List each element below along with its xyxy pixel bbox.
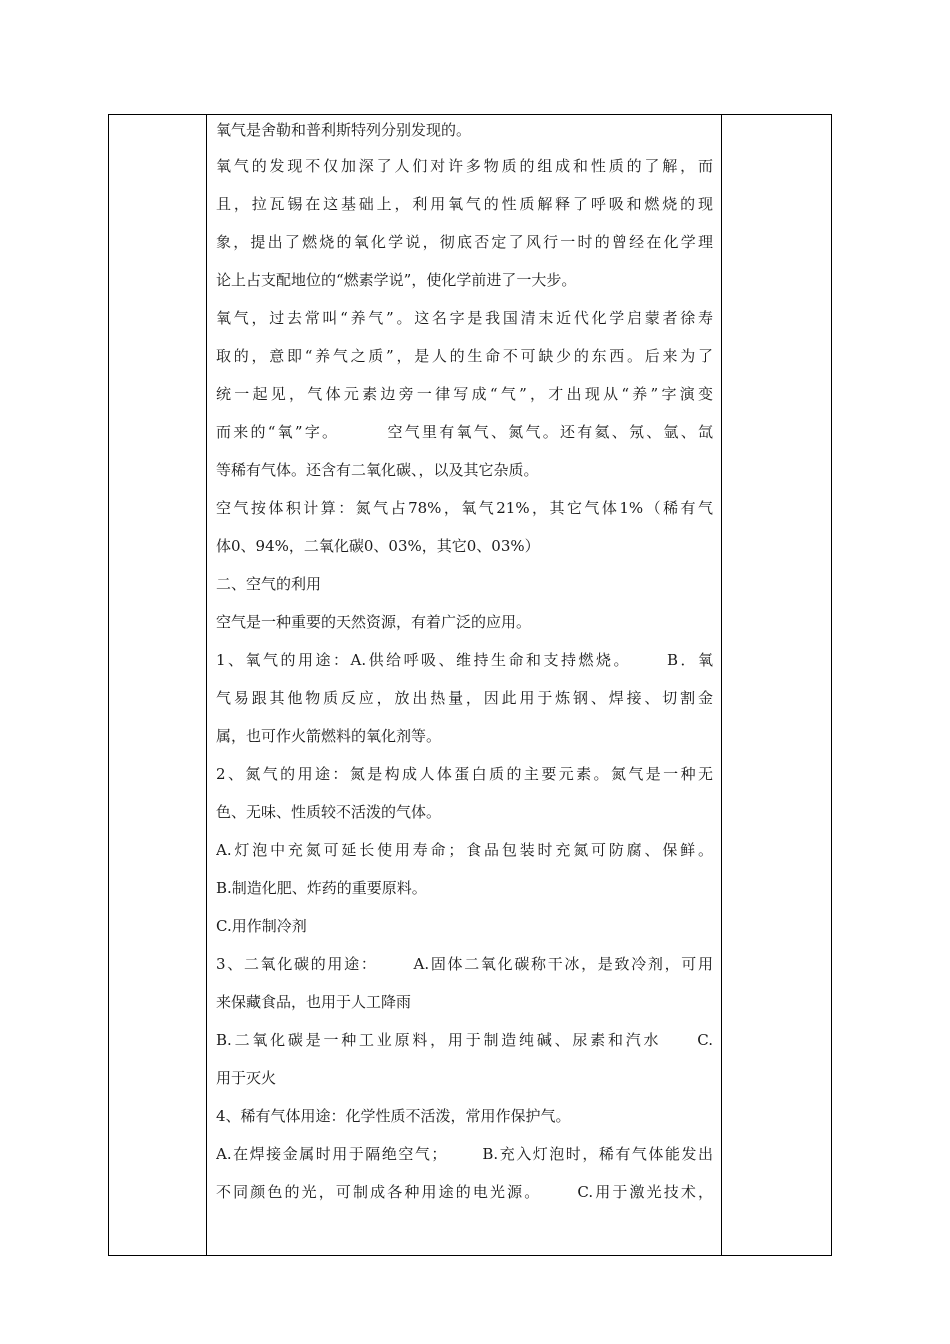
text-line: 氧气，过去常叫“养气”。这名字是我国清末近代化学启蒙者徐寿 (216, 309, 713, 327)
text-line: A.灯泡中充氮可延长使用寿命；食品包装时充氮可防腐、保鲜。 (216, 841, 713, 859)
text-line (216, 954, 713, 974)
section-heading: 二、空气的利用 (216, 575, 322, 593)
text-segment: 3、二氧化碳的用途： (216, 955, 378, 973)
text-line: 2、氮气的用途：氮是构成人体蛋白质的主要元素。氮气是一种无 (216, 765, 713, 783)
text-segment: B．氧 (666, 651, 713, 669)
text-line: 且，拉瓦锡在这基础上，利用氧气的性质解释了呼吸和燃烧的现 (216, 195, 713, 213)
text-segment: C. (697, 1031, 713, 1049)
text-segment: 空气里有氧气、氮气。还有氦、氖、氩、氙 (385, 423, 713, 441)
text-line (216, 422, 713, 442)
text-line: 气易跟其他物质反应，放出热量，因此用于炼钢、焊接、切割金 (216, 689, 713, 707)
left-column-border (206, 115, 207, 1255)
document-table (108, 114, 832, 1256)
text-line: C.用作制冷剂 (216, 917, 307, 935)
text-line: 属，也可作火箭燃料的氧化剂等。 (216, 727, 442, 745)
text-segment: B.充入灯泡时，稀有气体能发出 (482, 1145, 713, 1163)
text-line: 氧气的发现不仅加深了人们对许多物质的组成和性质的了解，而 (216, 157, 713, 175)
right-column-border (721, 115, 722, 1255)
text-line: 取的，意即“养气之质”，是人的生命不可缺少的东西。后来为了 (216, 347, 713, 365)
text-line: B.制造化肥、炸药的重要原料。 (216, 879, 427, 897)
text-line: 空气按体积计算：氮气占78%，氧气21%，其它气体1%（稀有气 (216, 499, 713, 517)
text-segment: 不同颜色的光，可制成各种用途的电光源。 (216, 1183, 542, 1201)
text-segment: C.用于激光技术， (577, 1183, 713, 1201)
text-segment: B.二氧化碳是一种工业原料，用于制造纯碱、尿素和汽水 (216, 1031, 662, 1049)
text-line (216, 1030, 713, 1050)
text-line: 氧气是舍勒和普利斯特列分别发现的。 (216, 121, 472, 139)
text-line (216, 1144, 713, 1164)
text-segment: A.固体二氧化碳称干冰，是致冷剂，可用 (413, 955, 713, 973)
text-line: 体0、94%，二氧化碳0、03%，其它0、03%） (216, 537, 540, 555)
text-line: 来保藏食品，也用于人工降雨 (216, 993, 412, 1011)
text-line: 等稀有气体。还含有二氧化碳、，以及其它杂质。 (216, 461, 539, 479)
text-segment: 1、氧气的用途：A.供给呼吸、维持生命和支持燃烧。 (216, 651, 631, 669)
text-line: 统一起见，气体元素边旁一律写成“气”，才出现从“养”字演变 (216, 385, 713, 403)
text-segment: A.在焊接金属时用于隔绝空气； (216, 1145, 447, 1163)
text-line: 色、无味、性质较不活泼的气体。 (216, 803, 442, 821)
text-line (216, 1182, 713, 1202)
text-line: 象，提出了燃烧的氧化学说，彻底否定了风行一时的曾经在化学理 (216, 233, 713, 251)
text-line (216, 650, 713, 670)
text-line: 论上占支配地位的“燃素学说”，使化学前进了一大步。 (216, 271, 577, 289)
text-segment: 而来的“氧”字。 (216, 423, 340, 441)
text-line: 4、稀有气体用途：化学性质不活泼，常用作保护气。 (216, 1107, 571, 1125)
text-line: 用于灭火 (216, 1069, 277, 1087)
text-line: 空气是一种重要的天然资源，有着广泛的应用。 (216, 613, 532, 631)
